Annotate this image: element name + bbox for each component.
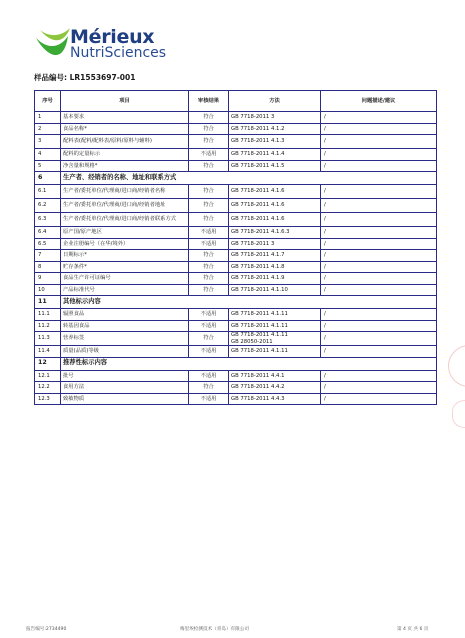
section-number: 12	[35, 357, 61, 370]
table-row	[35, 135, 437, 149]
table-row	[35, 382, 437, 394]
row-result: 符合	[189, 273, 229, 285]
seal-stamp-partial	[452, 400, 465, 428]
row-note: /	[321, 382, 437, 394]
row-item: 基本要求	[61, 112, 189, 124]
row-method-line: GB 7718-2011 3	[231, 240, 275, 247]
section-row	[35, 172, 437, 185]
table-row	[35, 346, 437, 358]
table-row	[35, 213, 437, 227]
row-item: 配料的定量标示	[61, 149, 189, 161]
row-method	[229, 112, 321, 124]
table-header-row	[35, 91, 437, 112]
row-note: /	[321, 238, 437, 250]
row-number: 2	[35, 123, 61, 135]
row-note: /	[321, 250, 437, 262]
row-method-line: GB 7718-2011 4.4.1	[231, 372, 285, 379]
table-row	[35, 320, 437, 332]
row-item: 产品标准代号	[61, 284, 189, 296]
row-number: 4	[35, 149, 61, 161]
row-method-line: GB 7718-2011 4.1.6.3	[231, 229, 290, 236]
row-method	[229, 382, 321, 394]
table-row	[35, 309, 437, 321]
row-number: 11.3	[35, 332, 61, 346]
row-method	[229, 213, 321, 227]
row-note: /	[321, 273, 437, 285]
row-number: 12.3	[35, 393, 61, 405]
row-method	[229, 320, 321, 332]
table-row	[35, 250, 437, 262]
row-result: 不适用	[189, 227, 229, 239]
header-no: 序号	[35, 91, 61, 112]
footer-page: 第 4 页 共 6 页	[397, 627, 429, 632]
table-row	[35, 370, 437, 382]
row-note: /	[321, 213, 437, 227]
section-row	[35, 296, 437, 309]
row-method-line-2: GB 28050-2011	[231, 338, 273, 345]
row-number: 6.2	[35, 199, 61, 213]
row-result: 符合	[189, 123, 229, 135]
row-note: /	[321, 149, 437, 161]
table-row	[35, 185, 437, 199]
row-result: 符合	[189, 284, 229, 296]
row-method	[229, 284, 321, 296]
row-item: 食品名称*	[61, 123, 189, 135]
row-method-line: GB 7718-2011 4.1.4	[231, 151, 285, 158]
row-result: 符合	[189, 135, 229, 149]
row-result: 不适用	[189, 238, 229, 250]
row-result: 不适用	[189, 309, 229, 321]
row-item: 企业注册编号（在华/境外）	[61, 238, 189, 250]
row-note: /	[321, 309, 437, 321]
row-result: 不适用	[189, 149, 229, 161]
row-method-line: GB 7718-2011 4.1.3	[231, 138, 285, 145]
row-method-line: GB 7718-2011 4.1.6	[231, 188, 285, 195]
row-item: 原产国/原产地区	[61, 227, 189, 239]
row-method-line: GB 7718-2011 4.1.7	[231, 252, 285, 259]
row-method	[229, 123, 321, 135]
seal-stamp	[448, 345, 465, 387]
row-result: 符合	[189, 199, 229, 213]
audit-table	[34, 90, 437, 405]
row-note: /	[321, 123, 437, 135]
row-item: 致敏物质	[61, 393, 189, 405]
row-method	[229, 149, 321, 161]
row-method-line: GB 7718-2011 4.4.2	[231, 384, 285, 391]
row-method	[229, 185, 321, 199]
table-row	[35, 199, 437, 213]
header-result: 审核结果	[189, 91, 229, 112]
row-result: 符合	[189, 160, 229, 172]
row-item: 日期标示*	[61, 250, 189, 262]
row-method	[229, 227, 321, 239]
row-item: 批号	[61, 370, 189, 382]
sample-number: 样品编号: LR1553697-001	[34, 73, 136, 82]
table-row	[35, 332, 437, 346]
row-result: 符合	[189, 112, 229, 124]
row-note: /	[321, 370, 437, 382]
row-item: 质量(品质)等级	[61, 346, 189, 358]
row-method	[229, 346, 321, 358]
row-method	[229, 261, 321, 273]
row-result: 不适用	[189, 346, 229, 358]
row-number: 6.5	[35, 238, 61, 250]
row-method	[229, 199, 321, 213]
header-note: 问题描述/建议	[321, 91, 437, 112]
section-title: 其他标示内容	[61, 296, 437, 309]
section-number: 6	[35, 172, 61, 185]
row-result: 符合	[189, 250, 229, 262]
table-row	[35, 261, 437, 273]
row-note: /	[321, 135, 437, 149]
footer-report-number: 报告编号:2734490	[26, 627, 67, 632]
row-item: 食品生产许可证编号	[61, 273, 189, 285]
row-number: 5	[35, 160, 61, 172]
header-method: 方法	[229, 91, 321, 112]
table-row	[35, 123, 437, 135]
table-row	[35, 273, 437, 285]
row-result: 符合	[189, 185, 229, 199]
row-method-line: GB 7718-2011 4.1.11	[231, 332, 288, 339]
row-note: /	[321, 261, 437, 273]
row-note: /	[321, 346, 437, 358]
row-item: 配料表(配料/配料表/原料/原料与辅料)	[61, 135, 189, 149]
row-method-line: GB 7718-2011 4.1.11	[231, 322, 288, 329]
section-number: 11	[35, 296, 61, 309]
row-method-line: GB 7718-2011 4.1.5	[231, 162, 285, 169]
row-number: 12.2	[35, 382, 61, 394]
row-method	[229, 135, 321, 149]
row-method	[229, 393, 321, 405]
row-note: /	[321, 284, 437, 296]
row-note: /	[321, 185, 437, 199]
row-number: 7	[35, 250, 61, 262]
table-row	[35, 284, 437, 296]
row-result: 符合	[189, 382, 229, 394]
row-number: 11.4	[35, 346, 61, 358]
row-item: 贮存条件*	[61, 261, 189, 273]
row-result: 符合	[189, 332, 229, 346]
row-method-line: GB 7718-2011 4.1.11	[231, 348, 288, 355]
table-body	[35, 112, 437, 405]
row-method	[229, 250, 321, 262]
row-item: 生产者/委托单位/代理商/进口商/经销者联系方式	[61, 213, 189, 227]
brand-subname: NutriSciences	[70, 45, 167, 61]
row-method-line: GB 7718-2011 3	[231, 114, 275, 121]
section-title: 推荐性标示内容	[61, 357, 437, 370]
section-title: 生产者、经销者的名称、地址和联系方式	[61, 172, 437, 185]
brand-name: Mérieux	[70, 26, 155, 48]
table-row	[35, 238, 437, 250]
row-result: 不适用	[189, 370, 229, 382]
row-number: 6.1	[35, 185, 61, 199]
row-number: 9	[35, 273, 61, 285]
table-row	[35, 393, 437, 405]
row-result: 符合	[189, 261, 229, 273]
row-method	[229, 370, 321, 382]
row-item: 营养标签	[61, 332, 189, 346]
row-note: /	[321, 393, 437, 405]
row-result: 不适用	[189, 393, 229, 405]
row-number: 11.1	[35, 309, 61, 321]
row-number: 11.2	[35, 320, 61, 332]
row-method-line: GB 7718-2011 4.1.9	[231, 275, 285, 282]
row-note: /	[321, 160, 437, 172]
row-method	[229, 238, 321, 250]
row-result: 符合	[189, 213, 229, 227]
table-row	[35, 227, 437, 239]
row-method	[229, 332, 321, 346]
row-number: 12.1	[35, 370, 61, 382]
row-note: /	[321, 227, 437, 239]
row-note: /	[321, 320, 437, 332]
row-method	[229, 160, 321, 172]
row-note: /	[321, 332, 437, 346]
row-method-line: GB 7718-2011 4.4.3	[231, 395, 285, 402]
row-number: 6.3	[35, 213, 61, 227]
row-item: 净含量和规格*	[61, 160, 189, 172]
row-number: 8	[35, 261, 61, 273]
row-method-line: GB 7718-2011 4.1.6	[231, 202, 285, 209]
row-note: /	[321, 112, 437, 124]
footer-company: 梅里埃检测技术（青岛）有限公司	[180, 627, 249, 632]
table-row	[35, 112, 437, 124]
row-number: 6.4	[35, 227, 61, 239]
row-method-line: GB 7718-2011 4.1.11	[231, 311, 288, 318]
row-item: 生产者/委托单位/代理商/进口商/经销者地址	[61, 199, 189, 213]
row-method-line: GB 7718-2011 4.1.6	[231, 216, 285, 223]
row-item: 转基因食品	[61, 320, 189, 332]
table-row	[35, 149, 437, 161]
row-number: 10	[35, 284, 61, 296]
row-method-line: GB 7718-2011 4.1.10	[231, 286, 288, 293]
row-method	[229, 309, 321, 321]
row-number: 1	[35, 112, 61, 124]
row-item: 食用方法	[61, 382, 189, 394]
header-item: 项目	[61, 91, 189, 112]
section-row	[35, 357, 437, 370]
row-result: 不适用	[189, 320, 229, 332]
row-number: 3	[35, 135, 61, 149]
row-note: /	[321, 199, 437, 213]
row-item: 生产者/委托单位/代理商/进口商/经销者名称	[61, 185, 189, 199]
row-method-line: GB 7718-2011 4.1.2	[231, 125, 285, 132]
table-row	[35, 160, 437, 172]
row-item: 辐照食品	[61, 309, 189, 321]
row-method-line: GB 7718-2011 4.1.8	[231, 263, 285, 270]
row-method	[229, 273, 321, 285]
